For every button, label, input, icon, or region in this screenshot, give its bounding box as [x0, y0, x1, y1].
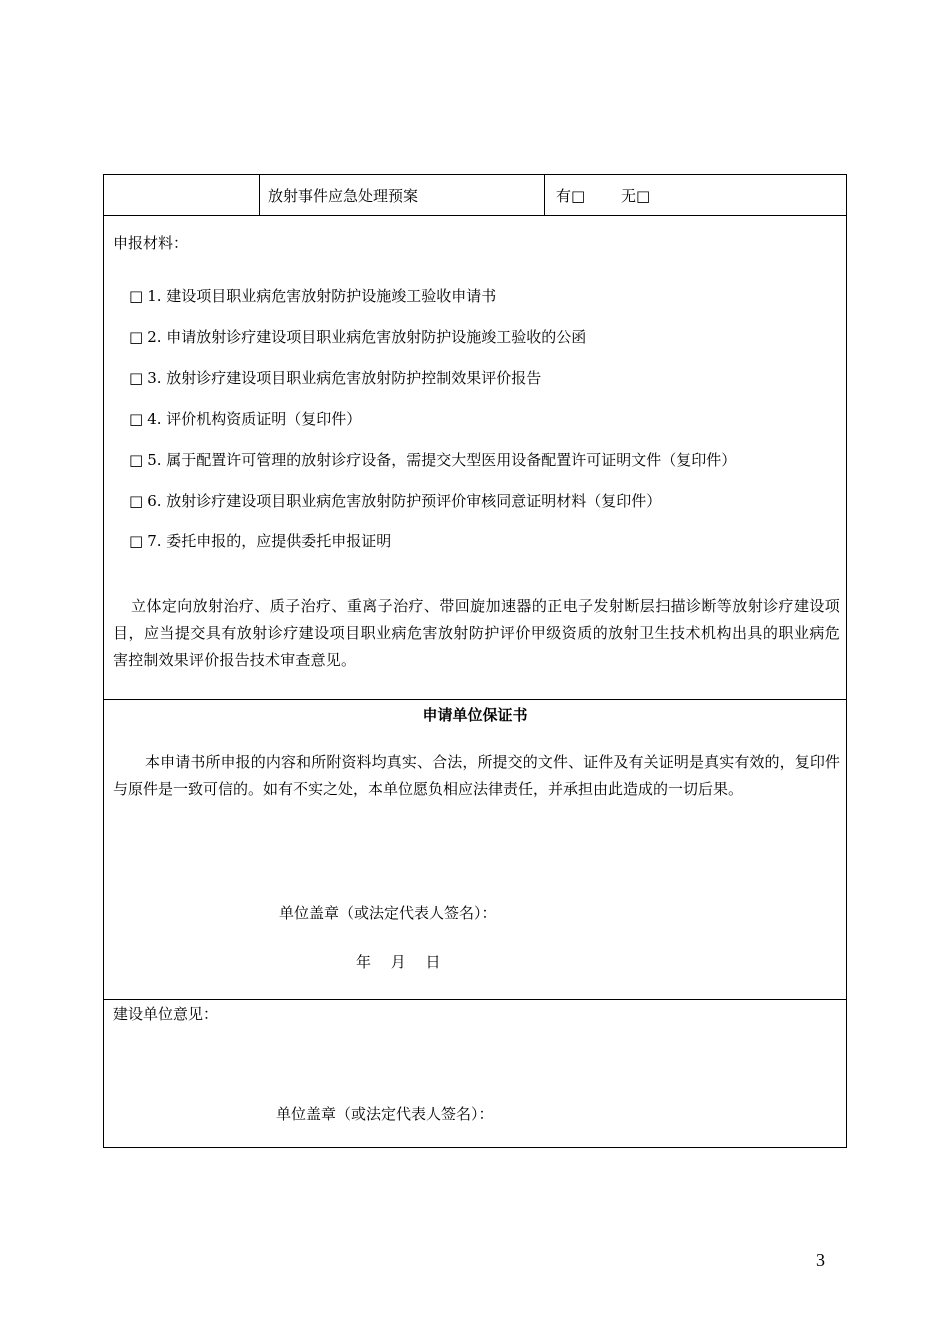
- material-item-text: 7. 委托申报的，应提供委托申报证明: [147, 532, 392, 550]
- material-item-text: 2. 申请放射诊疗建设项目职业病危害放射防护设施竣工验收的公函: [147, 328, 587, 346]
- material-item-text: 4. 评价机构资质证明（复印件）: [147, 410, 362, 428]
- material-item-text: 1. 建设项目职业病危害放射防护设施竣工验收申请书: [147, 287, 497, 305]
- guarantee-date-label: 年 月 日: [356, 953, 441, 971]
- material-item-3: [129, 368, 541, 388]
- checkbox-icon[interactable]: □: [129, 532, 144, 550]
- material-item-text: 3. 放射诊疗建设项目职业病危害放射防护控制效果评价报告: [147, 369, 542, 387]
- guarantee-body: 本申请书所申报的内容和所附资料均真实、合法，所提交的文件、证件及有关证明是真实有效的，复印件与原件是一致可信的。如有不实之处，本单位愿负相应法律责任，并承担由此造成的一切后果。: [113, 753, 840, 798]
- column-divider: [259, 175, 260, 215]
- guarantee-title: 申请单位保证书: [422, 706, 528, 724]
- guarantee-seal-label: 单位盖章（或法定代表人签名）：: [279, 904, 497, 922]
- material-item-7: [129, 531, 391, 551]
- checkbox-icon[interactable]: □: [129, 492, 144, 510]
- material-item-2: [129, 327, 586, 347]
- materials-note: 立体定向放射治疗、质子治疗、重离子治疗、带回旋加速器的正电子发射断层扫描诊断等放射诊疗建设项目，应当提交具有放射诊疗建设项目职业病危害放射防护评价甲级资质的放射卫生技术机构出具的职业病危害控制效果评价报告技术审查意见。: [113, 597, 840, 669]
- emergency-plan-label: 放射事件应急处理预案: [268, 187, 419, 205]
- checkbox-icon[interactable]: □: [129, 328, 144, 346]
- no-checkbox[interactable]: 无□: [621, 187, 651, 205]
- row-divider: [104, 215, 846, 216]
- material-item-5: [129, 450, 736, 470]
- checkbox-icon[interactable]: □: [129, 410, 144, 428]
- material-item-1: [129, 286, 496, 306]
- column-divider: [544, 175, 545, 215]
- checkbox-icon[interactable]: □: [129, 451, 144, 469]
- page-number: 3: [816, 1250, 825, 1270]
- material-item-text: 5. 属于配置许可管理的放射诊疗设备，需提交大型医用设备配置许可证明文件（复印件）: [147, 451, 737, 469]
- checkbox-icon[interactable]: □: [129, 287, 144, 305]
- yes-checkbox[interactable]: 有□: [556, 187, 586, 205]
- materials-heading: 申报材料：: [113, 234, 189, 252]
- material-item-text: 6. 放射诊疗建设项目职业病危害放射防护预评价审核同意证明材料（复印件）: [147, 492, 662, 510]
- opinion-heading: 建设单位意见：: [113, 1005, 219, 1023]
- checkbox-icon[interactable]: □: [129, 369, 144, 387]
- material-item-6: [129, 491, 661, 511]
- material-item-4: [129, 409, 361, 429]
- row-divider: [104, 999, 846, 1000]
- row-divider: [104, 699, 846, 700]
- opinion-seal-label: 单位盖章（或法定代表人签名）：: [276, 1105, 494, 1123]
- application-form-table: [103, 174, 847, 1148]
